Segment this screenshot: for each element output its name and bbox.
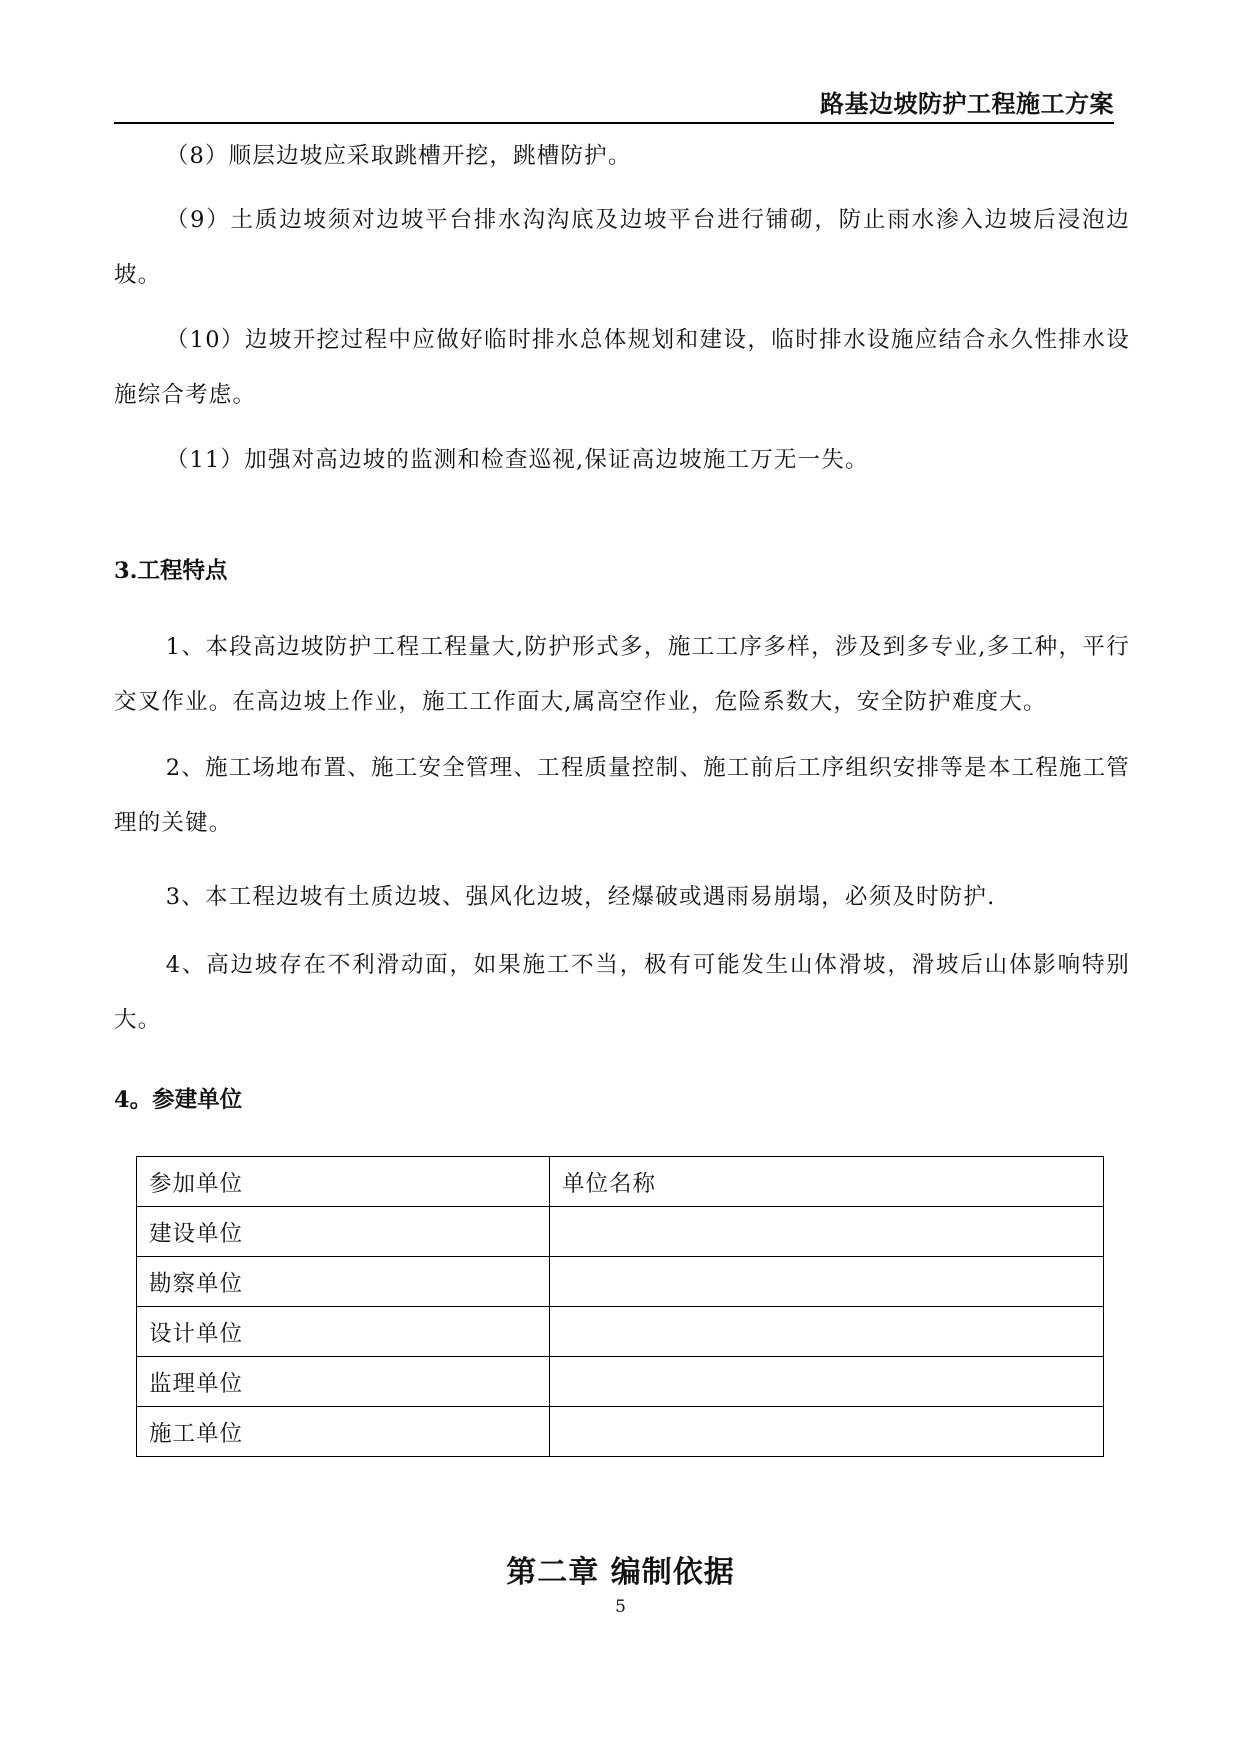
chapter-title: 第二章 编制依据	[506, 1555, 735, 1590]
feature-item-2: 2、施工场地布置、施工安全管理、工程质量控制、施工前后工序组织安排等是本工程施工管理的关键。	[114, 755, 1130, 836]
table-cell-unit-type: 设计单位	[137, 1307, 550, 1357]
table-cell-unit-name	[550, 1207, 1104, 1257]
table-cell-unit-type: 监理单位	[137, 1357, 550, 1407]
table-row	[137, 1257, 1104, 1307]
table-row	[137, 1207, 1104, 1257]
paragraph-item-11: （11）加强对高边坡的监测和检查巡视,保证高边坡施工万无一失。	[165, 447, 869, 473]
table-cell-unit-type: 勘察单位	[137, 1257, 550, 1307]
table-cell-unit-name	[550, 1357, 1104, 1407]
table-cell-unit-name	[550, 1307, 1104, 1357]
page-number: 5	[615, 1597, 626, 1617]
table-cell-unit-type: 建设单位	[137, 1207, 550, 1257]
table-header-cell: 单位名称	[550, 1157, 1104, 1207]
feature-item-4: 4、高边坡存在不利滑动面，如果施工不当，极有可能发生山体滑坡，滑坡后山体影响特别大。	[114, 952, 1130, 1033]
paragraph-item-9: （9）土质边坡须对边坡平台排水沟沟底及边坡平台进行铺砌，防止雨水渗入边坡后浸泡边坡。	[114, 207, 1130, 288]
page-header	[114, 88, 1114, 124]
participating-units-table	[136, 1156, 1104, 1457]
table-row	[137, 1307, 1104, 1357]
header-title: 路基边坡防护工程施工方案	[820, 89, 1114, 118]
feature-item-1: 1、本段高边坡防护工程工程量大,防护形式多，施工工序多样，涉及到多专业,多工种，平行交叉作业。在高边坡上作业，施工工作面大,属高空作业，危险系数大，安全防护难度大。	[114, 634, 1130, 715]
table-header-cell: 参加单位	[137, 1157, 550, 1207]
table-cell-unit-name	[550, 1257, 1104, 1307]
paragraph-item-10: （10）边坡开挖过程中应做好临时排水总体规划和建设，临时排水设施应结合永久性排水设施综合考虑。	[114, 327, 1130, 408]
table-cell-unit-type: 施工单位	[137, 1407, 550, 1457]
table-row	[137, 1357, 1104, 1407]
section-4-heading: 4。参建单位	[114, 1087, 243, 1113]
table-cell-unit-name	[550, 1407, 1104, 1457]
table-header-row	[137, 1157, 1104, 1207]
section-3-heading: 3.工程特点	[114, 558, 228, 584]
table-row	[137, 1407, 1104, 1457]
paragraph-item-8: （8）顺层边坡应采取跳槽开挖，跳槽防护。	[165, 143, 632, 169]
feature-item-3: 3、本工程边坡有土质边坡、强风化边坡，经爆破或遇雨易崩塌，必须及时防护.	[165, 884, 996, 910]
